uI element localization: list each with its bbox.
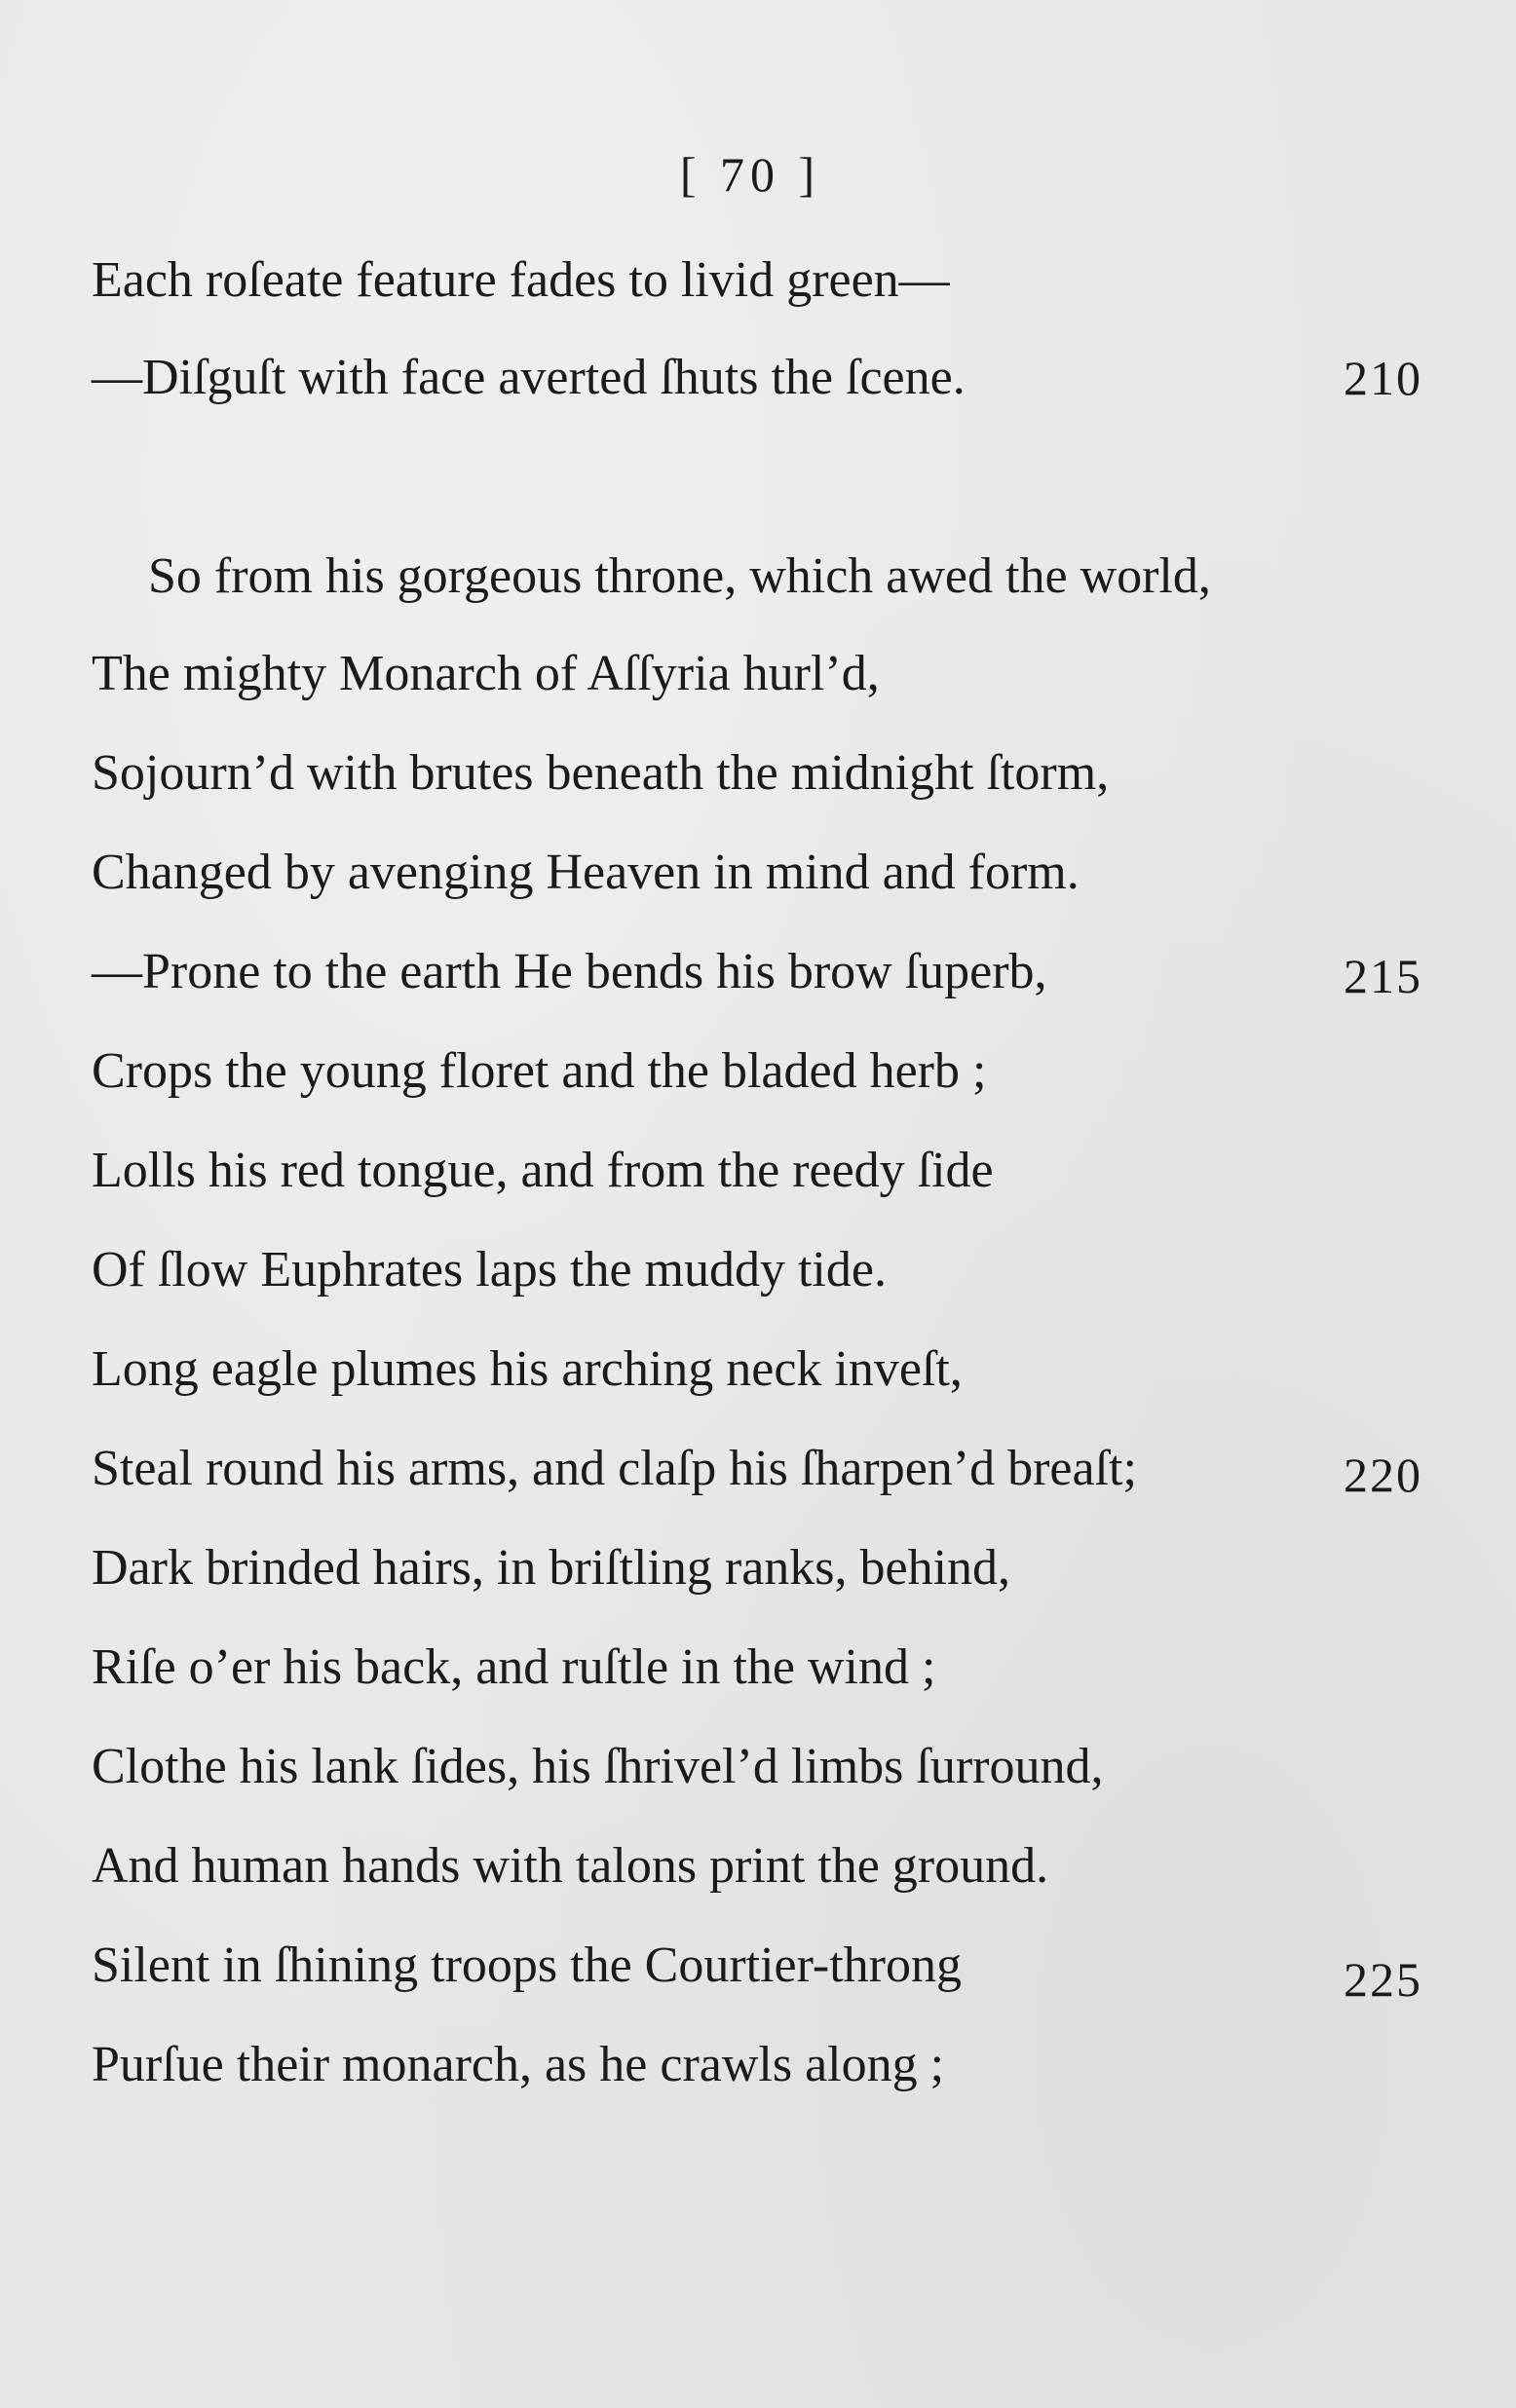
poem-line: Lolls his red tongue, and from the reedy ſide: [92, 1143, 994, 1198]
poem-line: —Diſguſt with face averted ſhuts the ſcene.: [92, 350, 966, 405]
poem-line: Changed by avenging Heaven in mind and form.: [92, 845, 1080, 900]
poem-line: —Prone to the earth He bends his brow ſuperb,: [92, 944, 1047, 999]
poem-line: Sojourn’d with brutes beneath the midnight ſtorm,: [92, 745, 1110, 801]
poem-line: So from his gorgeous throne, which awed the world,: [148, 548, 1211, 604]
poem-line: Long eagle plumes his arching neck inveſt,: [92, 1341, 963, 1397]
poem-line: Silent in ſhining troops the Courtier-throng: [92, 1938, 962, 1993]
poem-line: And human hands with talons print the ground.: [92, 1838, 1049, 1894]
poem-line: Clothe his lank ſides, his ſhrivel’d limbs ſurround,: [92, 1739, 1104, 1794]
poem-line: Dark brinded hairs, in briſtling ranks, behind,: [92, 1540, 1011, 1596]
line-number: 215: [1344, 949, 1422, 1003]
poem-line: Each roſeate feature fades to livid green—: [92, 252, 950, 308]
poem-line: Steal round his arms, and claſp his ſharpen’d breaſt;: [92, 1441, 1137, 1496]
page-number: [ 70 ]: [679, 147, 821, 202]
line-number: 225: [1344, 1952, 1422, 2007]
line-number: 220: [1344, 1448, 1422, 1502]
poem-line: Of ſlow Euphrates laps the muddy tide.: [92, 1242, 887, 1298]
poem-line: Riſe o’er his back, and ruſtle in the wind ;: [92, 1639, 936, 1695]
line-number: 210: [1344, 351, 1422, 405]
poem-line: Crops the young floret and the bladed herb ;: [92, 1043, 987, 1099]
poem-line: Purſue their monarch, as he crawls along ;: [92, 2037, 945, 2092]
poem-line: The mighty Monarch of Aſſyria hurl’d,: [92, 646, 880, 701]
